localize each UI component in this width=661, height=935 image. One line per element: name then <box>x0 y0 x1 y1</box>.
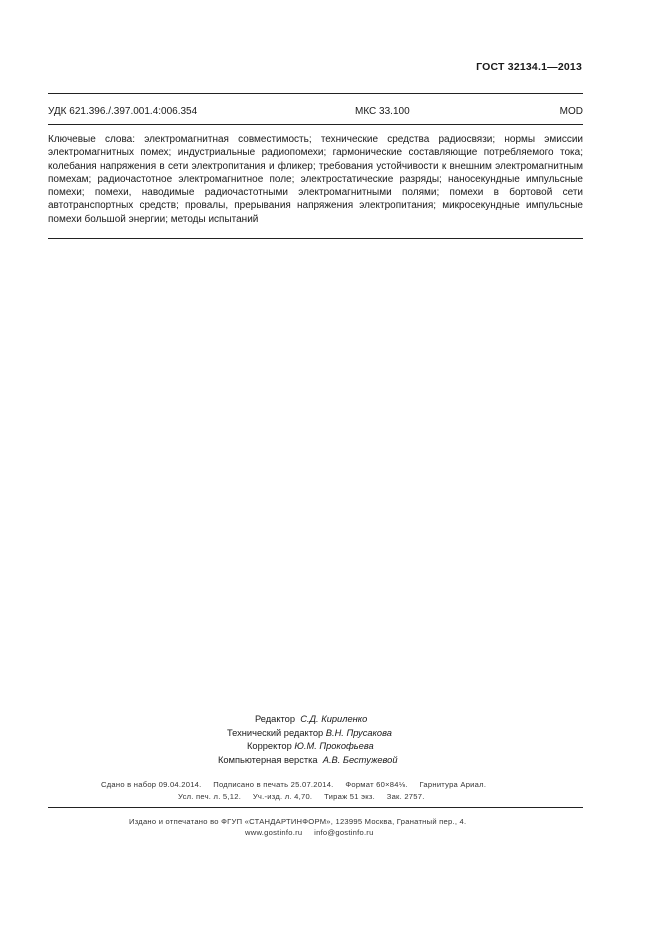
standard-code: ГОСТ 32134.1—2013 <box>476 61 582 73</box>
credit-role: Редактор <box>255 714 296 724</box>
udc-code: УДК 621.396./.397.001.4:006.354 <box>48 106 198 117</box>
credit-person: А.В. Бестужевой <box>322 754 398 765</box>
equivalence-mark: MOD <box>559 106 583 117</box>
credit-role: Компьютерная верстка <box>218 754 318 765</box>
credit-person: В.Н. Прусакова <box>325 727 392 738</box>
publisher-contacts: www.gostinfo.ru info@gostinfo.ru <box>245 828 374 837</box>
publisher-address: Издано и отпечатано во ФГУП «СТАНДАРТИНФОРМ», 123995 Москва, Гранатный пер., 4. <box>129 817 467 826</box>
keywords-paragraph: Ключевые слова: электромагнитная совместимость; технические средства радиосвязи; нормы эмиссии электромагнитных помех; индустриальные радиопомехи; гармонические составляющие потребляемого тока; колебания напряжения в сети электропитания и фликер; требования устойчивости к внешним электромагнитным помехам; радиочастотное электромагнитное поле; электростатические разряды; наносекундные импульсные помехи; помехи, наводимые радиочастотными электромагнитными полями; помехи в бортовой сети автотранспортных средств; провалы, прерывания напряжения электропитания; микросекундные импульсные помехи большой энергии; методы испытаний <box>48 134 583 225</box>
print-details-line-2: Усл. печ. л. 5,12. Уч.-изд. л. 4,70. Тираж 51 экз. Зак. 2757. <box>178 792 425 801</box>
keywords-divider <box>48 238 583 239</box>
credit-proofreader <box>247 740 374 754</box>
credit-role: Технический редактор <box>227 727 324 738</box>
mks-code: МКС 33.100 <box>355 106 410 117</box>
credit-role: Корректор <box>247 741 292 751</box>
classification-divider <box>48 124 583 125</box>
credit-technical-editor <box>227 727 392 741</box>
publisher-divider <box>48 807 583 808</box>
credit-person: Ю.М. Прокофьева <box>294 741 374 751</box>
credit-layout <box>218 754 398 768</box>
print-details-line-1: Сдано в набор 09.04.2014. Подписано в печать 25.07.2014. Формат 60×84⅛. Гарнитура Ариал. <box>101 780 487 789</box>
credit-person: С.Д. Кириленко <box>300 714 368 724</box>
credit-editor <box>255 713 367 727</box>
top-divider <box>48 93 583 94</box>
